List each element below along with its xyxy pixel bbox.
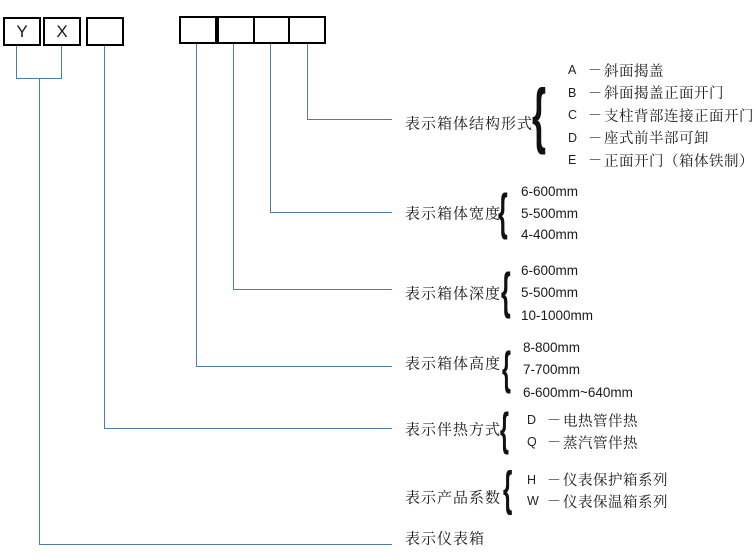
brace-height: { (502, 342, 511, 395)
option-key: B (568, 85, 577, 100)
brace-depth: { (501, 263, 511, 319)
value-row: 4-400mm (521, 227, 579, 243)
label-width: 表示箱体宽度 (405, 205, 502, 223)
structure-options (568, 59, 754, 172)
option-row (527, 469, 668, 491)
option-row (568, 82, 754, 105)
code-box-x (43, 17, 81, 46)
value-row: 6-600mm (521, 262, 579, 278)
option-text: 斜面揭盖正面开门 (604, 86, 724, 103)
option-row (527, 409, 638, 431)
option-row (568, 104, 754, 127)
option-key: D (568, 130, 578, 145)
dash-separator: － (588, 129, 602, 146)
value-row: 5-500mm (521, 205, 579, 221)
dash-separator: － (547, 493, 561, 510)
label-structure: 表示箱体结构形式 (405, 115, 534, 133)
option-row (527, 431, 638, 453)
connector-structure-horizontal (307, 119, 392, 120)
option-text: 仪表保护箱系列 (563, 473, 668, 490)
label-instrument: 表示仪表箱 (405, 530, 486, 548)
connector-height-horizontal (196, 366, 392, 367)
option-key: A (568, 63, 577, 78)
code-box-y-label: Y (16, 21, 28, 41)
code-box-cell-depth (219, 18, 255, 42)
dash-separator: － (588, 62, 602, 79)
label-height: 表示箱体高度 (405, 355, 502, 373)
code-box-cell-height (181, 18, 219, 42)
value-row: 10-1000mm (521, 307, 594, 323)
option-row (527, 491, 668, 513)
connector-yx-right-drop (61, 46, 62, 78)
label-series: 表示产品系数 (405, 489, 502, 507)
value-row: 8-800mm (523, 339, 581, 355)
dash-separator: － (547, 434, 561, 450)
label-heating: 表示伴热方式 (405, 421, 502, 439)
label-depth: 表示箱体深度 (405, 285, 502, 303)
option-text: 座式前半部可卸 (604, 131, 709, 148)
option-row (568, 149, 754, 172)
series-options (527, 469, 668, 512)
dash-separator: － (588, 152, 602, 169)
dash-separator: － (547, 412, 561, 428)
option-text: 正面开门（箱体铁制） (604, 153, 754, 170)
option-text: 蒸汽管伴热 (563, 435, 638, 452)
heating-options (527, 409, 638, 453)
dash-separator: － (588, 84, 602, 101)
code-box-dimensions (179, 16, 326, 44)
option-key: H (527, 472, 537, 487)
option-key: W (527, 494, 539, 509)
connector-depth-vertical (233, 44, 234, 289)
dash-separator: － (588, 107, 602, 124)
option-key: D (527, 413, 537, 427)
brace-structure: { (532, 75, 547, 156)
brace-series: { (503, 463, 513, 517)
code-box-x-label: X (56, 21, 68, 41)
width-values (521, 181, 578, 246)
option-key: C (568, 108, 578, 123)
value-row: 6-600mm (521, 184, 579, 200)
depth-values (521, 259, 593, 327)
connector-structure-vertical (307, 44, 308, 119)
option-text: 电热管伴热 (563, 413, 638, 430)
code-box-cell-structure (290, 18, 324, 42)
brace-width: { (498, 184, 508, 240)
dash-separator: － (547, 471, 561, 488)
option-row (568, 127, 754, 150)
code-box-cell-width (255, 18, 291, 42)
value-row: 5-500mm (521, 285, 579, 301)
value-row: 7-700mm (523, 362, 581, 378)
option-key: E (568, 153, 577, 168)
connector-depth-horizontal (233, 289, 392, 290)
connector-yx-left-drop (16, 46, 17, 78)
brace-heating: { (500, 403, 509, 456)
connector-width-horizontal (270, 212, 392, 213)
option-text: 斜面揭盖 (604, 63, 664, 80)
option-key: Q (527, 435, 537, 449)
connector-instrument-vertical (39, 78, 40, 544)
option-text: 仪表保温箱系列 (563, 494, 668, 511)
option-text: 支柱背部连接正面开门 (604, 108, 754, 125)
connector-width-vertical (270, 44, 271, 212)
connector-heating-horizontal (104, 428, 392, 429)
height-values (523, 336, 633, 404)
connector-instrument-horizontal (39, 544, 392, 545)
option-row (568, 59, 754, 82)
code-box-heating (86, 17, 124, 46)
connector-heating-vertical (104, 46, 105, 428)
connector-height-vertical (196, 44, 197, 366)
value-row: 6-600mm~640mm (523, 384, 633, 400)
code-box-y (3, 17, 41, 46)
